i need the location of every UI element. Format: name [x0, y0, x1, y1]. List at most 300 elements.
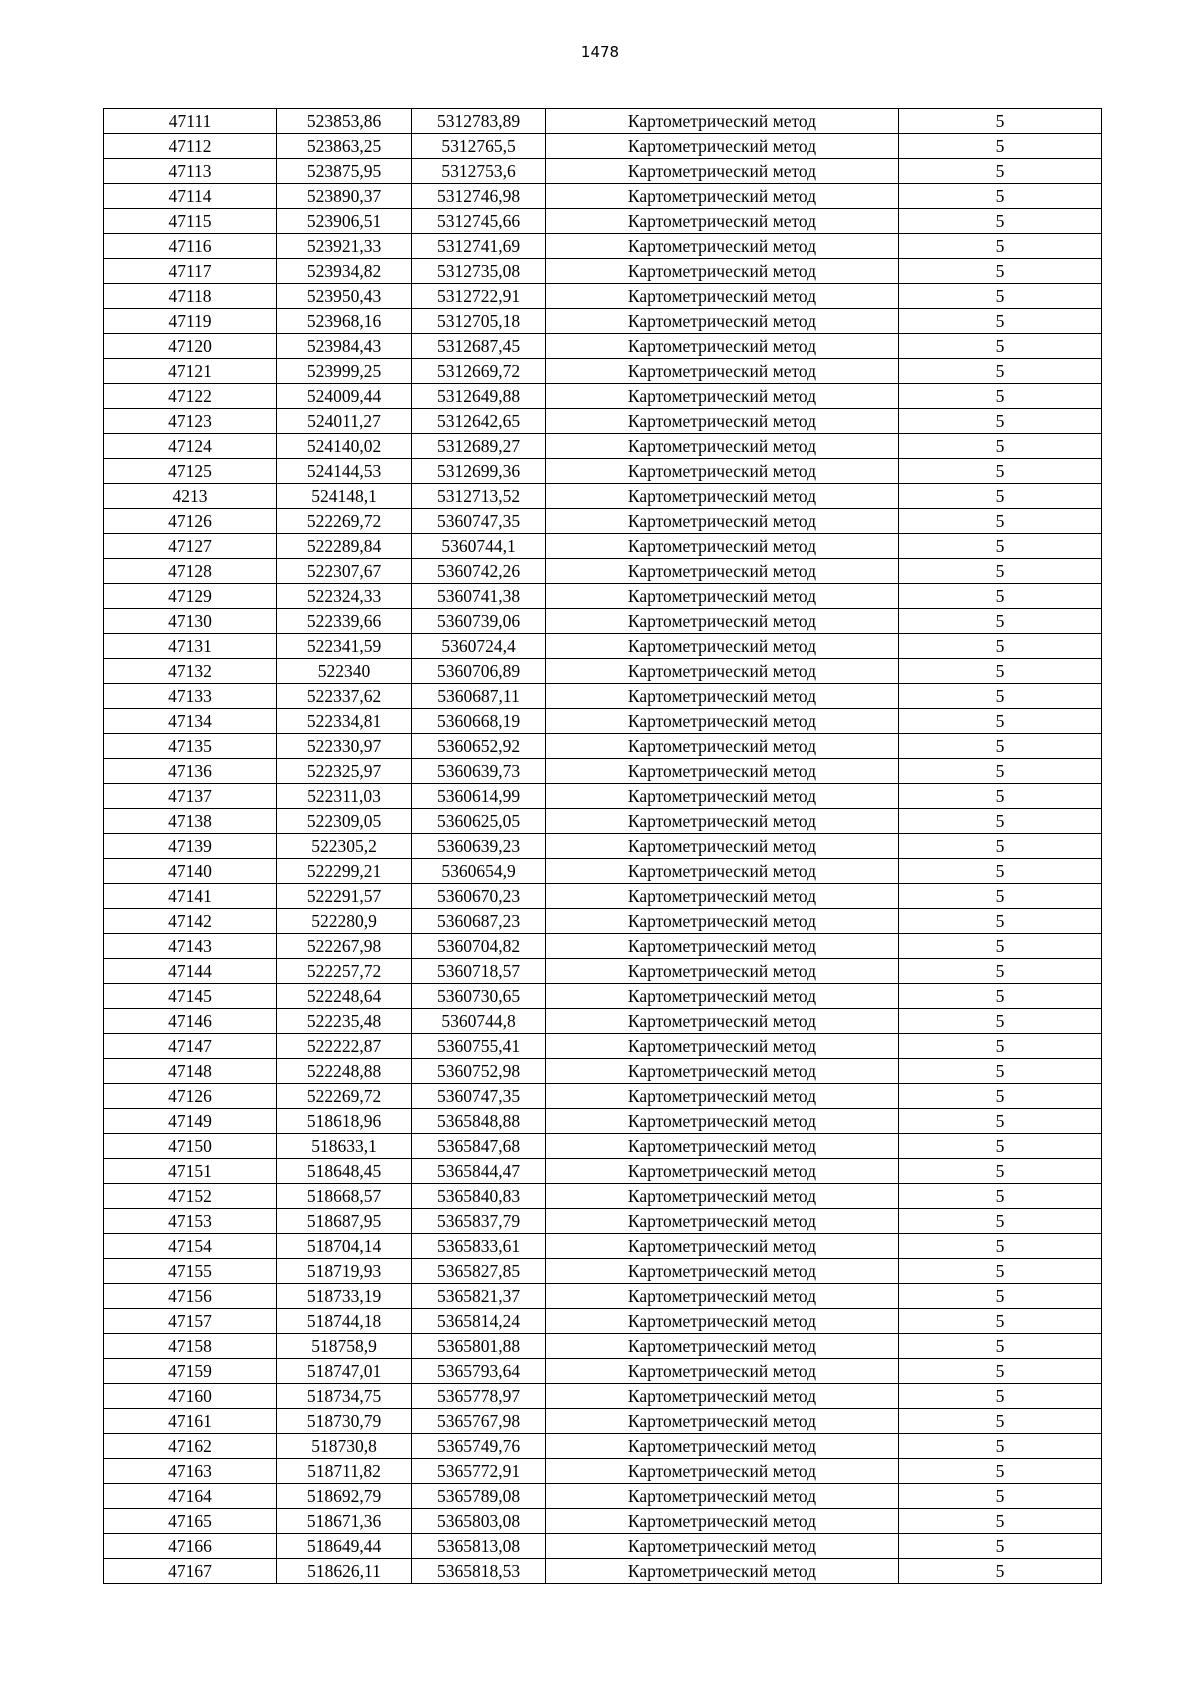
x-coordinate-cell: 524148,1	[277, 484, 412, 509]
accuracy-cell: 5	[899, 509, 1102, 534]
y-coordinate-cell: 5360747,35	[412, 1084, 546, 1109]
point-number-cell: 4213	[104, 484, 277, 509]
y-coordinate-cell: 5360752,98	[412, 1059, 546, 1084]
accuracy-cell: 5	[899, 1009, 1102, 1034]
point-number-cell: 47150	[104, 1134, 277, 1159]
x-coordinate-cell: 518704,14	[277, 1234, 412, 1259]
method-cell: Картометрический метод	[546, 509, 899, 534]
table-row	[104, 1559, 1102, 1584]
method-cell: Картометрический метод	[546, 484, 899, 509]
accuracy-cell: 5	[899, 1334, 1102, 1359]
y-coordinate-cell: 5365772,91	[412, 1459, 546, 1484]
accuracy-cell: 5	[899, 434, 1102, 459]
y-coordinate-cell: 5360670,23	[412, 884, 546, 909]
x-coordinate-cell: 518730,8	[277, 1434, 412, 1459]
y-coordinate-cell: 5365814,24	[412, 1309, 546, 1334]
table-row	[104, 459, 1102, 484]
y-coordinate-cell: 5312649,88	[412, 384, 546, 409]
point-number-cell: 47158	[104, 1334, 277, 1359]
point-number-cell: 47127	[104, 534, 277, 559]
method-cell: Картометрический метод	[546, 934, 899, 959]
table-row	[104, 1059, 1102, 1084]
method-cell: Картометрический метод	[546, 634, 899, 659]
x-coordinate-cell: 518734,75	[277, 1384, 412, 1409]
method-cell: Картометрический метод	[546, 759, 899, 784]
x-coordinate-cell: 522267,98	[277, 934, 412, 959]
table-row	[104, 159, 1102, 184]
table-row	[104, 659, 1102, 684]
method-cell: Картометрический метод	[546, 334, 899, 359]
x-coordinate-cell: 522269,72	[277, 1084, 412, 1109]
accuracy-cell: 5	[899, 584, 1102, 609]
method-cell: Картометрический метод	[546, 1484, 899, 1509]
y-coordinate-cell: 5360654,9	[412, 859, 546, 884]
point-number-cell: 47125	[104, 459, 277, 484]
point-number-cell: 47120	[104, 334, 277, 359]
accuracy-cell: 5	[899, 659, 1102, 684]
table-row	[104, 834, 1102, 859]
point-number-cell: 47165	[104, 1509, 277, 1534]
table-row	[104, 1259, 1102, 1284]
y-coordinate-cell: 5360741,38	[412, 584, 546, 609]
y-coordinate-cell: 5360739,06	[412, 609, 546, 634]
y-coordinate-cell: 5360704,82	[412, 934, 546, 959]
point-number-cell: 47147	[104, 1034, 277, 1059]
accuracy-cell: 5	[899, 159, 1102, 184]
table-row	[104, 334, 1102, 359]
y-coordinate-cell: 5360747,35	[412, 509, 546, 534]
table-row	[104, 1234, 1102, 1259]
point-number-cell: 47146	[104, 1009, 277, 1034]
y-coordinate-cell: 5312753,6	[412, 159, 546, 184]
table-row	[104, 1484, 1102, 1509]
method-cell: Картометрический метод	[546, 959, 899, 984]
table-row	[104, 509, 1102, 534]
method-cell: Картометрический метод	[546, 384, 899, 409]
table-row	[104, 759, 1102, 784]
point-number-cell: 47126	[104, 1084, 277, 1109]
accuracy-cell: 5	[899, 1359, 1102, 1384]
method-cell: Картометрический метод	[546, 284, 899, 309]
method-cell: Картометрический метод	[546, 1134, 899, 1159]
table-row	[104, 434, 1102, 459]
table-row	[104, 1434, 1102, 1459]
point-number-cell: 47116	[104, 234, 277, 259]
x-coordinate-cell: 518648,45	[277, 1159, 412, 1184]
x-coordinate-cell: 522309,05	[277, 809, 412, 834]
x-coordinate-cell: 522330,97	[277, 734, 412, 759]
x-coordinate-cell: 522337,62	[277, 684, 412, 709]
table-row	[104, 1409, 1102, 1434]
point-number-cell: 47155	[104, 1259, 277, 1284]
method-cell: Картометрический метод	[546, 1434, 899, 1459]
accuracy-cell: 5	[899, 1534, 1102, 1559]
accuracy-cell: 5	[899, 534, 1102, 559]
point-number-cell: 47134	[104, 709, 277, 734]
point-number-cell: 47152	[104, 1184, 277, 1209]
table-row	[104, 309, 1102, 334]
accuracy-cell: 5	[899, 1209, 1102, 1234]
point-number-cell: 47136	[104, 759, 277, 784]
coordinates-table-body	[104, 109, 1102, 1584]
method-cell: Картометрический метод	[546, 359, 899, 384]
y-coordinate-cell: 5312722,91	[412, 284, 546, 309]
table-row	[104, 1309, 1102, 1334]
x-coordinate-cell: 523906,51	[277, 209, 412, 234]
point-number-cell: 47145	[104, 984, 277, 1009]
method-cell: Картометрический метод	[546, 834, 899, 859]
y-coordinate-cell: 5365793,64	[412, 1359, 546, 1384]
y-coordinate-cell: 5312783,89	[412, 109, 546, 134]
y-coordinate-cell: 5365749,76	[412, 1434, 546, 1459]
method-cell: Картометрический метод	[546, 734, 899, 759]
y-coordinate-cell: 5365803,08	[412, 1509, 546, 1534]
method-cell: Картометрический метод	[546, 259, 899, 284]
accuracy-cell: 5	[899, 1159, 1102, 1184]
x-coordinate-cell: 522248,88	[277, 1059, 412, 1084]
y-coordinate-cell: 5365778,97	[412, 1384, 546, 1409]
table-row	[104, 809, 1102, 834]
x-coordinate-cell: 522299,21	[277, 859, 412, 884]
y-coordinate-cell: 5365847,68	[412, 1134, 546, 1159]
method-cell: Картометрический метод	[546, 159, 899, 184]
method-cell: Картометрический метод	[546, 1234, 899, 1259]
accuracy-cell: 5	[899, 1234, 1102, 1259]
accuracy-cell: 5	[899, 809, 1102, 834]
x-coordinate-cell: 523999,25	[277, 359, 412, 384]
accuracy-cell: 5	[899, 1184, 1102, 1209]
method-cell: Картометрический метод	[546, 1309, 899, 1334]
y-coordinate-cell: 5312705,18	[412, 309, 546, 334]
page-number: 1478	[580, 43, 620, 61]
y-coordinate-cell: 5360706,89	[412, 659, 546, 684]
point-number-cell: 47161	[104, 1409, 277, 1434]
x-coordinate-cell: 522289,84	[277, 534, 412, 559]
point-number-cell: 47111	[104, 109, 277, 134]
method-cell: Картометрический метод	[546, 784, 899, 809]
accuracy-cell: 5	[899, 934, 1102, 959]
point-number-cell: 47123	[104, 409, 277, 434]
point-number-cell: 47129	[104, 584, 277, 609]
method-cell: Картометрический метод	[546, 1259, 899, 1284]
method-cell: Картометрический метод	[546, 234, 899, 259]
x-coordinate-cell: 523934,82	[277, 259, 412, 284]
x-coordinate-cell: 524009,44	[277, 384, 412, 409]
table-row	[104, 134, 1102, 159]
table-row	[104, 1359, 1102, 1384]
y-coordinate-cell: 5312745,66	[412, 209, 546, 234]
x-coordinate-cell: 522291,57	[277, 884, 412, 909]
accuracy-cell: 5	[899, 284, 1102, 309]
x-coordinate-cell: 522324,33	[277, 584, 412, 609]
accuracy-cell: 5	[899, 1559, 1102, 1584]
y-coordinate-cell: 5365767,98	[412, 1409, 546, 1434]
point-number-cell: 47113	[104, 159, 277, 184]
method-cell: Картометрический метод	[546, 1159, 899, 1184]
point-number-cell: 47157	[104, 1309, 277, 1334]
x-coordinate-cell: 518711,82	[277, 1459, 412, 1484]
accuracy-cell: 5	[899, 959, 1102, 984]
accuracy-cell: 5	[899, 909, 1102, 934]
method-cell: Картометрический метод	[546, 659, 899, 684]
accuracy-cell: 5	[899, 1459, 1102, 1484]
y-coordinate-cell: 5312669,72	[412, 359, 546, 384]
method-cell: Картометрический метод	[546, 534, 899, 559]
y-coordinate-cell: 5365821,37	[412, 1284, 546, 1309]
x-coordinate-cell: 522257,72	[277, 959, 412, 984]
table-row	[104, 284, 1102, 309]
accuracy-cell: 5	[899, 234, 1102, 259]
table-row	[104, 1459, 1102, 1484]
table-row	[104, 1209, 1102, 1234]
table-row	[104, 359, 1102, 384]
x-coordinate-cell: 518744,18	[277, 1309, 412, 1334]
table-row	[104, 734, 1102, 759]
y-coordinate-cell: 5365827,85	[412, 1259, 546, 1284]
x-coordinate-cell: 522269,72	[277, 509, 412, 534]
method-cell: Картометрический метод	[546, 859, 899, 884]
method-cell: Картометрический метод	[546, 909, 899, 934]
accuracy-cell: 5	[899, 784, 1102, 809]
table-row	[104, 684, 1102, 709]
table-row	[104, 484, 1102, 509]
y-coordinate-cell: 5312713,52	[412, 484, 546, 509]
point-number-cell: 47159	[104, 1359, 277, 1384]
x-coordinate-cell: 522334,81	[277, 709, 412, 734]
method-cell: Картометрический метод	[546, 559, 899, 584]
method-cell: Картометрический метод	[546, 709, 899, 734]
table-row	[104, 934, 1102, 959]
accuracy-cell: 5	[899, 109, 1102, 134]
x-coordinate-cell: 518747,01	[277, 1359, 412, 1384]
table-row	[104, 259, 1102, 284]
y-coordinate-cell: 5365818,53	[412, 1559, 546, 1584]
accuracy-cell: 5	[899, 1484, 1102, 1509]
accuracy-cell: 5	[899, 359, 1102, 384]
accuracy-cell: 5	[899, 1109, 1102, 1134]
accuracy-cell: 5	[899, 459, 1102, 484]
point-number-cell: 47131	[104, 634, 277, 659]
point-number-cell: 47151	[104, 1159, 277, 1184]
table-row	[104, 959, 1102, 984]
method-cell: Картометрический метод	[546, 609, 899, 634]
table-row	[104, 384, 1102, 409]
accuracy-cell: 5	[899, 384, 1102, 409]
method-cell: Картометрический метод	[546, 984, 899, 1009]
accuracy-cell: 5	[899, 484, 1102, 509]
point-number-cell: 47144	[104, 959, 277, 984]
y-coordinate-cell: 5360625,05	[412, 809, 546, 834]
table-row	[104, 409, 1102, 434]
point-number-cell: 47139	[104, 834, 277, 859]
y-coordinate-cell: 5365837,79	[412, 1209, 546, 1234]
method-cell: Картометрический метод	[546, 459, 899, 484]
point-number-cell: 47154	[104, 1234, 277, 1259]
table-row	[104, 1184, 1102, 1209]
method-cell: Картометрический метод	[546, 1084, 899, 1109]
x-coordinate-cell: 518719,93	[277, 1259, 412, 1284]
x-coordinate-cell: 522311,03	[277, 784, 412, 809]
point-number-cell: 47163	[104, 1459, 277, 1484]
table-row	[104, 584, 1102, 609]
x-coordinate-cell: 518668,57	[277, 1184, 412, 1209]
y-coordinate-cell: 5312699,36	[412, 459, 546, 484]
point-number-cell: 47117	[104, 259, 277, 284]
y-coordinate-cell: 5360730,65	[412, 984, 546, 1009]
method-cell: Картометрический метод	[546, 1059, 899, 1084]
y-coordinate-cell: 5365840,83	[412, 1184, 546, 1209]
accuracy-cell: 5	[899, 1034, 1102, 1059]
x-coordinate-cell: 518733,19	[277, 1284, 412, 1309]
x-coordinate-cell: 518730,79	[277, 1409, 412, 1434]
accuracy-cell: 5	[899, 1434, 1102, 1459]
method-cell: Картометрический метод	[546, 809, 899, 834]
x-coordinate-cell: 523890,37	[277, 184, 412, 209]
accuracy-cell: 5	[899, 859, 1102, 884]
table-row	[104, 884, 1102, 909]
x-coordinate-cell: 522305,2	[277, 834, 412, 859]
x-coordinate-cell: 524144,53	[277, 459, 412, 484]
x-coordinate-cell: 524140,02	[277, 434, 412, 459]
table-row	[104, 184, 1102, 209]
method-cell: Картометрический метод	[546, 1009, 899, 1034]
accuracy-cell: 5	[899, 1284, 1102, 1309]
x-coordinate-cell: 518618,96	[277, 1109, 412, 1134]
point-number-cell: 47138	[104, 809, 277, 834]
accuracy-cell: 5	[899, 1384, 1102, 1409]
point-number-cell: 47167	[104, 1559, 277, 1584]
point-number-cell: 47153	[104, 1209, 277, 1234]
accuracy-cell: 5	[899, 684, 1102, 709]
table-row	[104, 559, 1102, 584]
accuracy-cell: 5	[899, 759, 1102, 784]
point-number-cell: 47126	[104, 509, 277, 534]
table-row	[104, 1384, 1102, 1409]
y-coordinate-cell: 5312741,69	[412, 234, 546, 259]
y-coordinate-cell: 5365833,61	[412, 1234, 546, 1259]
y-coordinate-cell: 5360744,1	[412, 534, 546, 559]
y-coordinate-cell: 5365813,08	[412, 1534, 546, 1559]
table-row	[104, 1009, 1102, 1034]
point-number-cell: 47164	[104, 1484, 277, 1509]
x-coordinate-cell: 522339,66	[277, 609, 412, 634]
x-coordinate-cell: 523968,16	[277, 309, 412, 334]
accuracy-cell: 5	[899, 634, 1102, 659]
point-number-cell: 47114	[104, 184, 277, 209]
method-cell: Картометрический метод	[546, 134, 899, 159]
y-coordinate-cell: 5360614,99	[412, 784, 546, 809]
x-coordinate-cell: 523863,25	[277, 134, 412, 159]
point-number-cell: 47124	[104, 434, 277, 459]
method-cell: Картометрический метод	[546, 1559, 899, 1584]
accuracy-cell: 5	[899, 134, 1102, 159]
accuracy-cell: 5	[899, 1059, 1102, 1084]
point-number-cell: 47149	[104, 1109, 277, 1134]
x-coordinate-cell: 522340	[277, 659, 412, 684]
method-cell: Картометрический метод	[546, 1409, 899, 1434]
method-cell: Картометрический метод	[546, 1459, 899, 1484]
y-coordinate-cell: 5365789,08	[412, 1484, 546, 1509]
x-coordinate-cell: 518687,95	[277, 1209, 412, 1234]
accuracy-cell: 5	[899, 184, 1102, 209]
point-number-cell: 47137	[104, 784, 277, 809]
x-coordinate-cell: 518758,9	[277, 1334, 412, 1359]
y-coordinate-cell: 5360742,26	[412, 559, 546, 584]
table-row	[104, 1534, 1102, 1559]
method-cell: Картометрический метод	[546, 434, 899, 459]
method-cell: Картометрический метод	[546, 584, 899, 609]
y-coordinate-cell: 5365848,88	[412, 1109, 546, 1134]
table-row	[104, 709, 1102, 734]
point-number-cell: 47143	[104, 934, 277, 959]
method-cell: Картометрический метод	[546, 1184, 899, 1209]
y-coordinate-cell: 5365801,88	[412, 1334, 546, 1359]
x-coordinate-cell: 523984,43	[277, 334, 412, 359]
point-number-cell: 47166	[104, 1534, 277, 1559]
method-cell: Картометрический метод	[546, 684, 899, 709]
method-cell: Картометрический метод	[546, 1334, 899, 1359]
x-coordinate-cell: 522307,67	[277, 559, 412, 584]
table-row	[104, 234, 1102, 259]
point-number-cell: 47128	[104, 559, 277, 584]
method-cell: Картометрический метод	[546, 1534, 899, 1559]
table-row	[104, 109, 1102, 134]
method-cell: Картометрический метод	[546, 1509, 899, 1534]
point-number-cell: 47132	[104, 659, 277, 684]
y-coordinate-cell: 5360652,92	[412, 734, 546, 759]
accuracy-cell: 5	[899, 834, 1102, 859]
y-coordinate-cell: 5360639,23	[412, 834, 546, 859]
table-row	[104, 1109, 1102, 1134]
method-cell: Картометрический метод	[546, 1209, 899, 1234]
method-cell: Картометрический метод	[546, 1109, 899, 1134]
method-cell: Картометрический метод	[546, 884, 899, 909]
x-coordinate-cell: 518626,11	[277, 1559, 412, 1584]
accuracy-cell: 5	[899, 409, 1102, 434]
method-cell: Картометрический метод	[546, 1359, 899, 1384]
y-coordinate-cell: 5360718,57	[412, 959, 546, 984]
x-coordinate-cell: 522248,64	[277, 984, 412, 1009]
y-coordinate-cell: 5312687,45	[412, 334, 546, 359]
point-number-cell: 47133	[104, 684, 277, 709]
table-row	[104, 634, 1102, 659]
point-number-cell: 47115	[104, 209, 277, 234]
table-row	[104, 1034, 1102, 1059]
accuracy-cell: 5	[899, 1084, 1102, 1109]
table-row	[104, 859, 1102, 884]
x-coordinate-cell: 518649,44	[277, 1534, 412, 1559]
table-row	[104, 1159, 1102, 1184]
x-coordinate-cell: 524011,27	[277, 409, 412, 434]
accuracy-cell: 5	[899, 609, 1102, 634]
method-cell: Картометрический метод	[546, 1384, 899, 1409]
table-row	[104, 1134, 1102, 1159]
accuracy-cell: 5	[899, 559, 1102, 584]
point-number-cell: 47112	[104, 134, 277, 159]
x-coordinate-cell: 523875,95	[277, 159, 412, 184]
point-number-cell: 47156	[104, 1284, 277, 1309]
table-row	[104, 784, 1102, 809]
point-number-cell: 47121	[104, 359, 277, 384]
y-coordinate-cell: 5312746,98	[412, 184, 546, 209]
x-coordinate-cell: 518671,36	[277, 1509, 412, 1534]
y-coordinate-cell: 5360755,41	[412, 1034, 546, 1059]
method-cell: Картометрический метод	[546, 409, 899, 434]
x-coordinate-cell: 518633,1	[277, 1134, 412, 1159]
y-coordinate-cell: 5312735,08	[412, 259, 546, 284]
accuracy-cell: 5	[899, 1509, 1102, 1534]
x-coordinate-cell: 518692,79	[277, 1484, 412, 1509]
